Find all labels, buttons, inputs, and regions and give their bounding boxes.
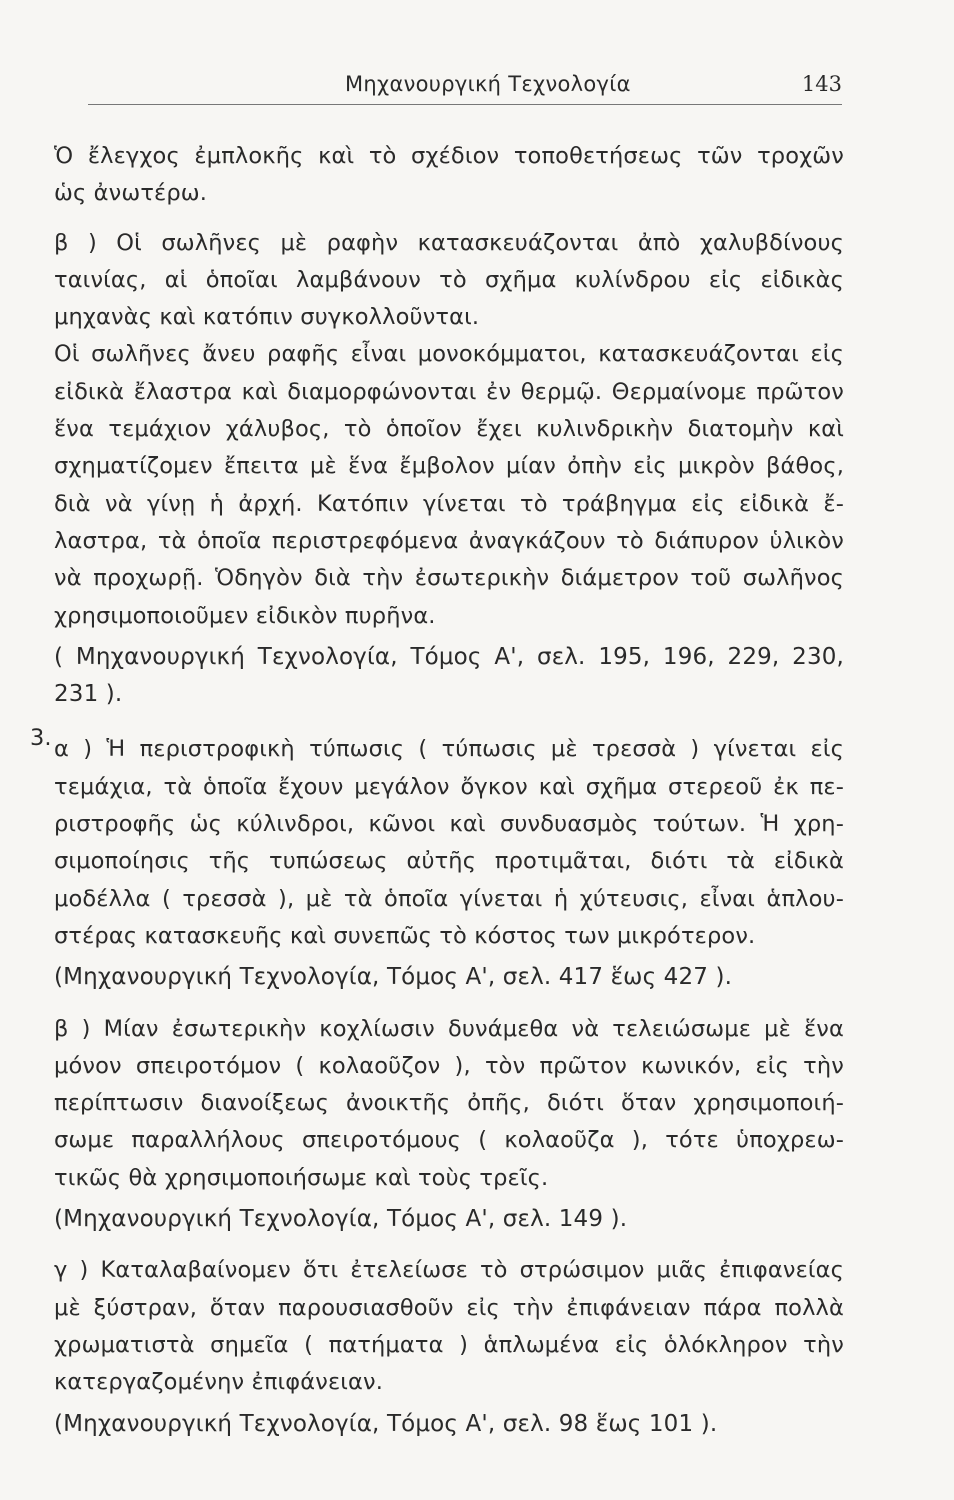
reference-line: (Μηχανουργική Τεχνολογία, Τόμος Α', σελ. 417 ἕως 427 ).	[54, 964, 733, 991]
text-line: ὡς ἀνωτέρω.	[54, 180, 208, 207]
text-line: τικῶς θὰ χρησιμοποιήσωμε καὶ τοὺς τρεῖς.	[54, 1164, 549, 1191]
text-line: τεμάχια, τὰ ὁποῖα ἔχουν μεγάλον ὄγκον καὶ σχῆμα στερεοῦ ἐκ πε-	[54, 773, 844, 800]
text-line: νὰ προχωρῇ. Ὁδηγὸν διὰ τὴν ἐσωτερικὴν διάμετρον τοῦ σωλῆνος	[54, 565, 844, 592]
reference-line: 231 ).	[54, 681, 123, 708]
reference-line: ( Μηχανουργική Τεχνολογία, Τόμος Α', σελ. 195, 196, 229, 230,	[54, 643, 844, 670]
text-line: σωμε παραλλήλους σπειροτόμους ( κολαοῦζα ), τότε ὑποχρεω-	[54, 1127, 844, 1154]
text-line: χρωματιστὰ σημεῖα ( πατήματα ) ἁπλωμένα εἰς ὁλόκληρον τὴν	[54, 1331, 844, 1358]
text-line: χρησιμοποιοῦμεν εἰδικὸν πυρῆνα.	[54, 602, 436, 629]
text-line: ταινίας, αἱ ὁποῖαι λαμβάνουν τὸ σχῆμα κυλίνδρου εἰς εἰδικὰς	[54, 266, 844, 293]
text-line: σχηματίζομεν ἔπειτα μὲ ἕνα ἔμβολον μίαν ὀπὴν εἰς μικρὸν βάθος,	[54, 453, 844, 480]
text-line: β ) Οἱ σωλῆνες μὲ ραφὴν κατασκευάζονται ἀπὸ χαλυβδίνους	[54, 229, 844, 256]
text-line: μὲ ξύστραν, ὅταν παρουσιασθοῦν εἰς τὴν ἐπιφάνειαν πάρα πολλὰ	[54, 1294, 844, 1321]
text-line: Ὁ ἔλεγχος ἐμπλοκῆς καὶ τὸ σχέδιον τοποθετήσεως τῶν τροχῶν	[54, 143, 844, 169]
section-3	[30, 725, 844, 1442]
text-line: β ) Μίαν ἐσωτερικὴν κοχλίωσιν δυνάμεθα νὰ τελειώσωμε μὲ ἕνα	[54, 1015, 844, 1042]
page-body	[30, 138, 844, 1443]
running-title: Μηχανουργική Τεχνολογία	[345, 72, 631, 96]
reference-line: (Μηχανουργική Τεχνολογία, Τόμος Α', σελ. 149 ).	[54, 1206, 628, 1233]
text-line: α ) Ἡ περιστροφικὴ τύπωσις ( τύπωσις μὲ τρεσσὰ ) γίνεται εἰς	[54, 736, 844, 763]
text-line: κατεργαζομένην ἐπιφάνειαν.	[54, 1369, 384, 1396]
text-line: μόνον σπειροτόμον ( κολαοῦζον ), τὸν πρῶτον κωνικόν, εἰς τὴν	[54, 1052, 844, 1079]
page-number: 143	[801, 72, 842, 96]
text-line: Οἱ σωλῆνες ἄνευ ραφῆς εἶναι μονοκόμματοι, κατασκευάζονται εἰς	[54, 341, 844, 368]
text-line: διὰ νὰ γίνῃ ἡ ἀρχή. Κατόπιν γίνεται τὸ τράβηγμα εἰς εἰδικὰ ἔ-	[54, 490, 844, 517]
reference-line: (Μηχανουργική Τεχνολογία, Τόμος Α', σελ. 98 ἕως 101 ).	[54, 1410, 718, 1437]
text-line: λαστρα, τὰ ὁποῖα περιστρεφόμενα ἀναγκάζουν τὸ διάπυρον ὑλικὸν	[54, 527, 844, 554]
text-line: μοδέλλα ( τρεσσὰ ), μὲ τὰ ὁποῖα γίνεται ἡ χύτευσις, εἶναι ἁπλου-	[54, 885, 844, 912]
text-line: εἰδικὰ ἔλαστρα καὶ διαμορφώνονται ἐν θερμῷ. Θερμαίνομε πρῶτον	[54, 378, 844, 405]
text-line: γ ) Καταλαβαίνομεν ὅτι ἐτελείωσε τὸ στρώσιμον μιᾶς ἐπιφανείας	[54, 1257, 844, 1284]
text-line: σιμοποίησις τῆς τυπώσεως αὐτῆς προτιμᾶται, διότι τὰ εἰδικὰ	[54, 848, 844, 875]
text-line: στέρας κατασκευῆς καὶ συνεπῶς τὸ κόστος των μικρότερον.	[54, 922, 756, 949]
section-number: 3.	[30, 725, 52, 752]
text-line: ἕνα τεμάχιον χάλυβος, τὸ ὁποῖον ἔχει κυλινδρικὴν διατομὴν καὶ	[54, 416, 844, 443]
header-rule	[88, 104, 842, 105]
page-header	[60, 72, 848, 106]
text-line: περίπτωσιν διανοίξεως ἀνοικτῆς ὀπῆς, διότι ὅταν χρησιμοποιή-	[54, 1090, 844, 1117]
text-line: ριστροφῆς ὡς κύλινδροι, κῶνοι καὶ συνδυασμὸς τούτων. Ἡ χρη-	[54, 811, 844, 838]
text-line: μηχανὰς καὶ κατόπιν συγκολλοῦνται.	[54, 304, 480, 331]
